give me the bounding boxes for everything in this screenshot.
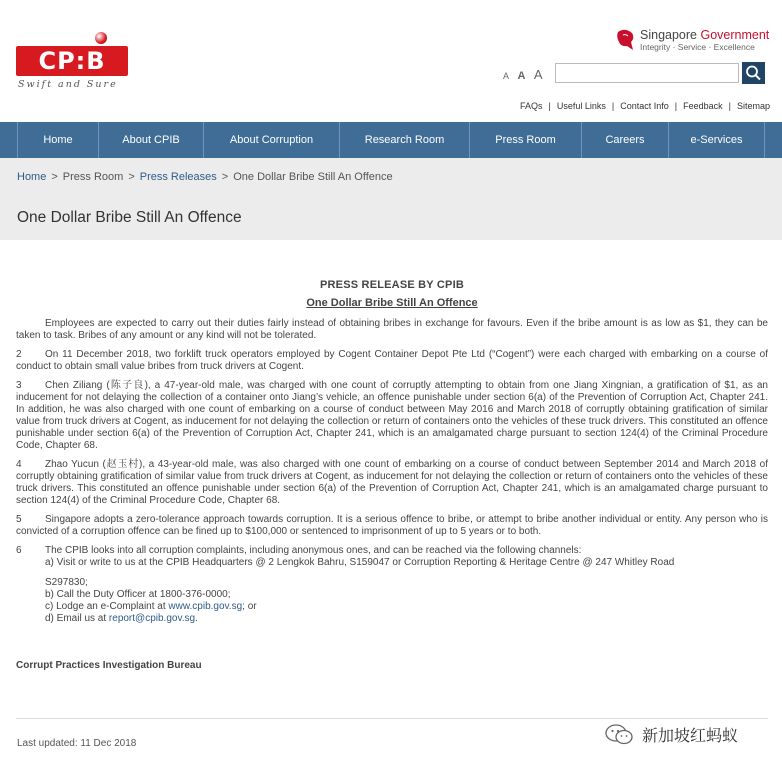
channel-d-suffix: . [195,613,198,624]
article-body [16,240,768,625]
separator: | [611,101,615,111]
faqs-link[interactable]: FAQs [519,101,543,111]
font-medium-button[interactable]: A [517,70,526,82]
nav-about-corruption[interactable]: About Corruption [204,122,340,158]
cpib-website-link[interactable]: www.cpib.gov.sg [168,601,243,612]
paragraph-1-text: Employees are expected to carry out their duties fairly instead of obtaining bribes in exchange for favours. Even if the bribe amount is as low as $1, they can be taken to task. Bribes of any amount or any kind will not be tolerated. [16,318,768,341]
channel-a-line-2: S297830; [45,577,88,588]
top-links [520,101,770,111]
separator: | [728,101,731,111]
contact-info-link[interactable]: Contact Info [620,101,669,111]
paragraph-1 [16,318,768,342]
watermark [604,721,764,747]
last-updated: Last updated: 11 Dec 2018 [17,738,137,749]
watermark-text: 新加坡红蚂蚁 [642,726,739,745]
breadcrumb-band [0,158,782,240]
logo-ball-icon [95,32,107,44]
gov-title-a: Singapore [640,28,701,42]
paragraph-2-text: On 11 December 2018, two forklift truck operators employed by Cogent Container Depot Pte Ltd (“Cogent”) were each charged with embarking on a course of conduct to obtain small value bribes from truck drivers at Cogent. [16,349,768,372]
paragraph-number: 5 [16,514,22,525]
paragraph-number: 3 [16,380,22,391]
main-nav [0,122,782,158]
feedback-link[interactable]: Feedback [683,101,723,111]
breadcrumb-press-room[interactable]: Press Room [62,171,124,183]
nav-press-room[interactable]: Press Room [470,122,582,158]
font-size-controls [503,66,547,84]
breadcrumb-home[interactable]: Home [17,171,47,183]
signature: Corrupt Practices Investigation Bureau [16,660,202,671]
breadcrumb [17,171,393,183]
cpib-logo[interactable] [16,30,134,92]
sitemap-link[interactable]: Sitemap [736,101,770,111]
paragraph-number: 4 [16,459,22,470]
paragraph-3 [16,380,768,452]
paragraph-6 [16,545,768,557]
logo-tagline: Swift and Sure [18,79,118,90]
breadcrumb-separator: > [51,171,58,183]
lion-head-icon [614,28,636,52]
breadcrumb-press-releases[interactable]: Press Releases [139,171,217,183]
channel-b: b) Call the Duty Officer at 1800-376-0000; [45,589,231,600]
press-release-heading: PRESS RELEASE BY CPIB [320,279,464,291]
separator: | [674,101,678,111]
paragraph-2 [16,349,768,373]
channel-c [16,601,768,613]
nav-research-room[interactable]: Research Room [340,122,470,158]
font-small-button[interactable]: A [503,71,510,81]
site-header [0,0,782,122]
paragraph-3-text: Chen Ziliang (陈子良), a 47-year-old male, was charged with one count of corruptly attempting to obtain from one Jiang Xingnian, a gratification of $1, as an inducement for not delaying the collection of a container onto Jiang’s vehicle, an offence punishable under section 6(a) of the Prevention of Corruption Act, Chapter 241. In addition, he was also charged with one count of embarking on a course of conduct between May 2016 and March 2018 of corruptly obtaining gratification of similar value from truck drivers at Cogent, as inducement for not delaying the collection or return of containers onto the vehicles of these truck drivers. This constituted an offence punishable under section 6(a) of the Prevention of Corruption Act, Chapter 241, which is an amalgamated charge pursuant to section 124(4) of the Criminal Procedure Code, Chapter 68. [16,380,768,451]
logo-text: CP:B [38,47,106,75]
font-large-button[interactable]: A [533,67,543,82]
gov-title-b: Government [700,28,770,42]
channel-c-prefix: c) Lodge an e-Complaint at [45,601,169,612]
breadcrumb-separator: > [221,171,229,183]
divider [16,718,768,719]
paragraph-5-text: Singapore adopts a zero-tolerance approach towards corruption. It is a serious offence to bribe, or attempt to bribe another individual or entity. Any person who is convicted of a corruption offence can be fined up to $100,000 or sentenced to imprisonment of up to 5 years or to both. [16,514,768,537]
nav-home[interactable]: Home [18,122,99,158]
wechat-icon [604,723,634,745]
press-release-subheading: One Dollar Bribe Still An Offence [306,297,478,309]
paragraph-5 [16,514,768,538]
nav-spacer [765,122,782,158]
paragraph-4 [16,459,768,507]
nav-spacer [0,122,18,158]
gov-subtitle: Integrity · Service · Excellence [640,42,755,52]
nav-about-cpib[interactable]: About CPIB [99,122,204,158]
paragraph-number: 2 [16,349,22,360]
report-email-link[interactable]: report@cpib.gov.sg [108,613,196,624]
paragraph-4-text: Zhao Yucun (赵玉村), a 43-year-old male, was also charged with one count of embarking on a course of conduct between September 2014 and March 2018 of corruptly obtaining gratification of similar value from truck drivers at Cogent, as inducement for not delaying the collection or return of containers onto the vehicles of these truck drivers. This constituted an offence punishable under section 6(a) of the Prevention of Corruption Act, Chapter 241, which is an amalgamated charge pursuant to section 124(4) of the Criminal Procedure Code, Chapter 68. [16,459,768,506]
page-title: One Dollar Bribe Still An Offence [17,209,242,226]
nav-e-services[interactable]: e-Services [669,122,765,158]
channel-d-prefix: d) Email us at [45,613,109,624]
channel-d [16,613,768,625]
channel-c-suffix: ; or [242,601,257,612]
paragraph-number: 6 [16,545,22,556]
channel-a-line-1: a) Visit or write to us at the CPIB Headquarters @ 2 Lengkok Bahru, S159047 or Corruption Reporting & Heritage Centre @ 247 Whitley Road [45,557,675,568]
separator: | [548,101,551,111]
useful-links-link[interactable]: Useful Links [556,101,606,111]
gov-title [640,28,769,42]
breadcrumb-current: One Dollar Bribe Still An Offence [233,171,393,183]
nav-careers[interactable]: Careers [582,122,669,158]
search-input[interactable] [555,63,739,83]
search-icon [742,62,765,84]
paragraph-6-text: The CPIB looks into all corruption complaints, including anonymous ones, and can be reached via the following channels: [45,545,582,556]
search-button[interactable] [742,62,765,84]
breadcrumb-separator: > [128,171,135,183]
